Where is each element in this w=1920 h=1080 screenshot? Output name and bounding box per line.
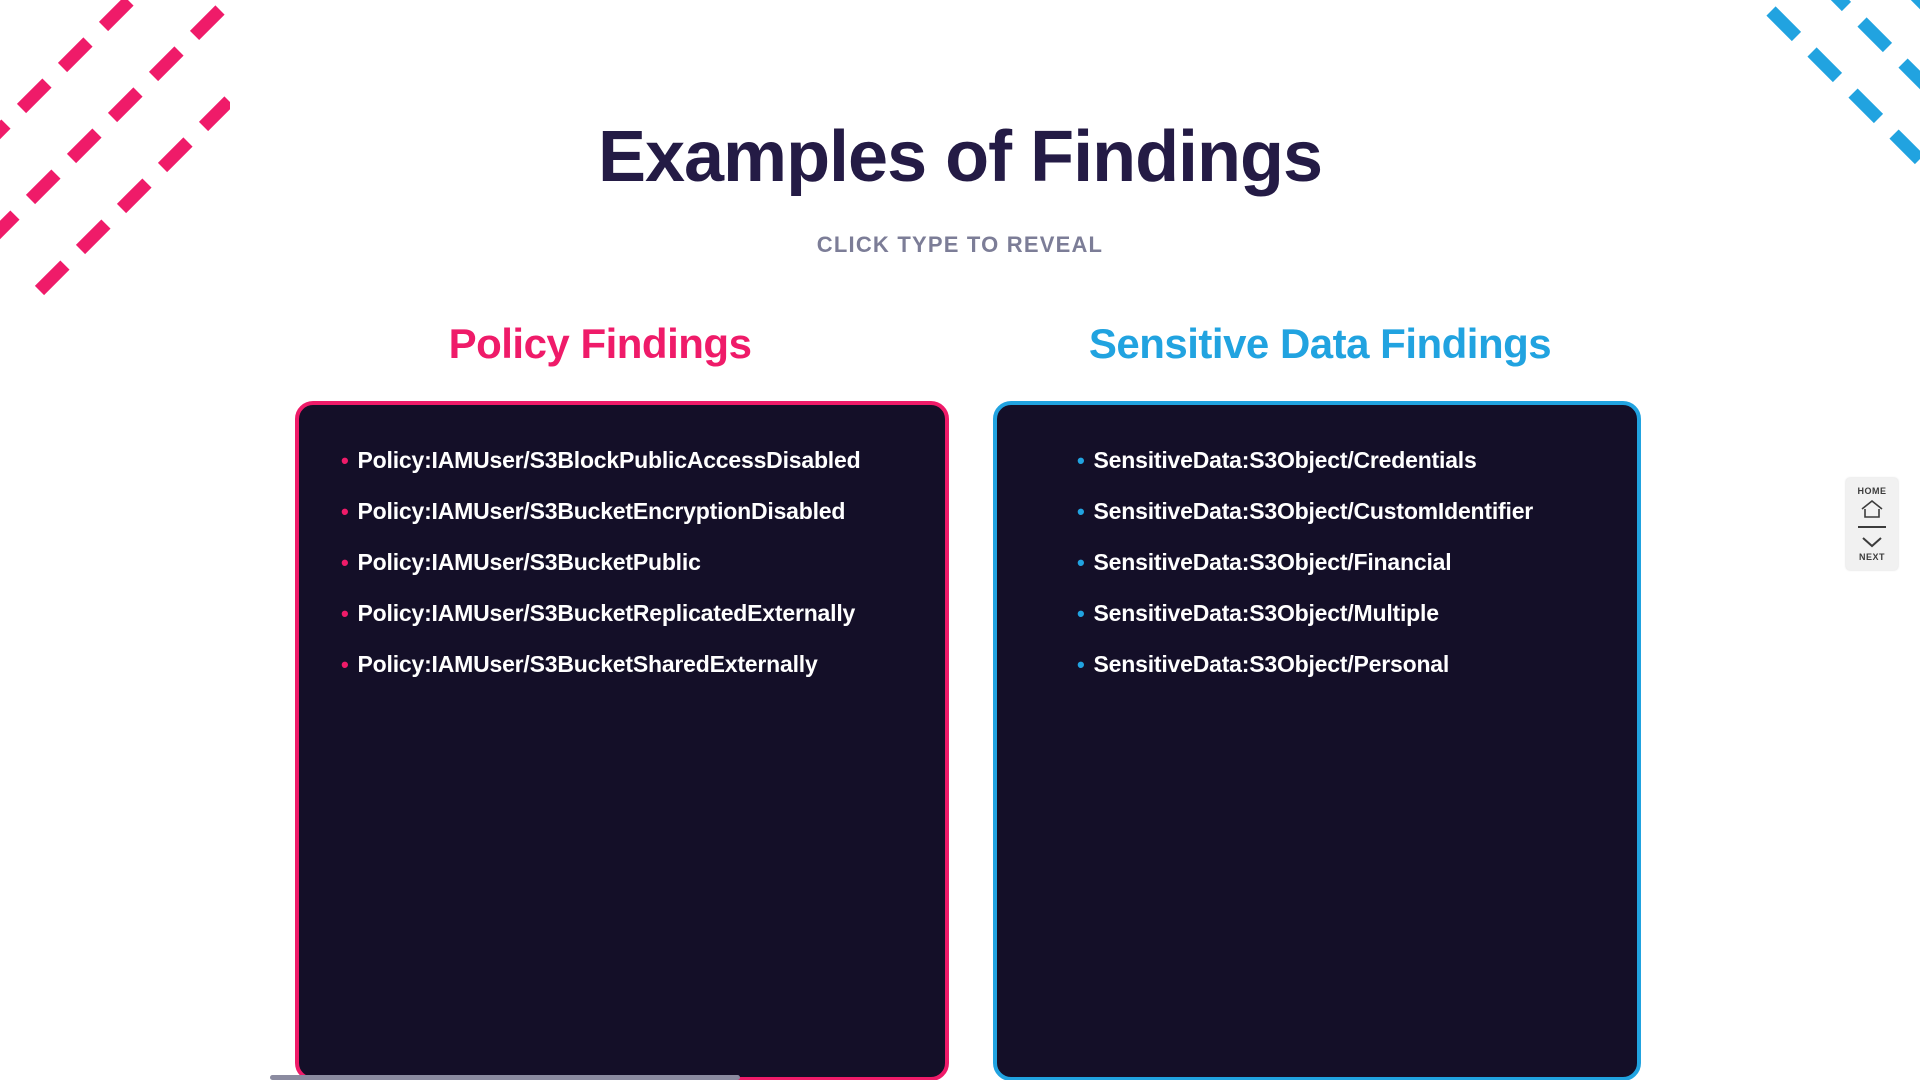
- list-item[interactable]: [341, 447, 915, 474]
- bullet-icon: •: [341, 499, 349, 524]
- bullet-icon: •: [1077, 448, 1085, 473]
- list-item[interactable]: [1077, 651, 1607, 678]
- list-item[interactable]: [1077, 498, 1607, 525]
- list-item[interactable]: [341, 600, 915, 627]
- list-item-label: SensitiveData:S3Object/Financial: [1093, 549, 1452, 575]
- divider: [1858, 526, 1886, 528]
- list-item-label: SensitiveData:S3Object/Credentials: [1093, 447, 1477, 473]
- slide-progress-bar[interactable]: [270, 1075, 740, 1080]
- bullet-icon: •: [341, 652, 349, 677]
- bullet-icon: •: [1077, 601, 1085, 626]
- list-item-label: SensitiveData:S3Object/Personal: [1093, 651, 1450, 677]
- bullet-icon: •: [1077, 550, 1085, 575]
- chevron-down-icon[interactable]: [1859, 534, 1885, 550]
- list-item[interactable]: [1077, 447, 1607, 474]
- page-subtitle: CLICK TYPE TO REVEAL: [816, 232, 1104, 257]
- bullet-icon: •: [1077, 499, 1085, 524]
- bullet-icon: •: [341, 448, 349, 473]
- page-title: Examples of Findings: [597, 117, 1323, 197]
- policy-findings-heading: Policy Findings: [448, 320, 752, 367]
- list-item-label: Policy:IAMUser/S3BucketEncryptionDisabled: [357, 498, 846, 524]
- list-item-label: SensitiveData:S3Object/Multiple: [1093, 600, 1439, 626]
- policy-findings-card[interactable]: [295, 401, 949, 1080]
- list-item[interactable]: [1077, 600, 1607, 627]
- list-item[interactable]: [341, 651, 915, 678]
- next-label: NEXT: [1858, 552, 1885, 562]
- bullet-icon: •: [1077, 652, 1085, 677]
- policy-findings-column: [273, 320, 927, 1080]
- home-label: HOME: [1857, 486, 1887, 496]
- findings-columns: [0, 320, 1920, 1080]
- policy-findings-list: [329, 447, 915, 678]
- sensitive-data-findings-column: [993, 320, 1647, 1080]
- sensitive-data-findings-list: [1027, 447, 1607, 678]
- sensitive-data-findings-card[interactable]: [993, 401, 1641, 1080]
- list-item-label: Policy:IAMUser/S3BucketReplicatedExternally: [357, 600, 856, 626]
- slide-navigation-widget[interactable]: [1846, 478, 1898, 570]
- sensitive-data-findings-heading: Sensitive Data Findings: [1088, 320, 1552, 367]
- list-item[interactable]: [1077, 549, 1607, 576]
- list-item[interactable]: [341, 549, 915, 576]
- bullet-icon: •: [341, 550, 349, 575]
- list-item-label: Policy:IAMUser/S3BucketSharedExternally: [357, 651, 818, 677]
- list-item-label: Policy:IAMUser/S3BlockPublicAccessDisabled: [357, 447, 861, 473]
- list-item-label: SensitiveData:S3Object/CustomIdentifier: [1093, 498, 1534, 524]
- home-icon[interactable]: [1859, 498, 1885, 520]
- list-item-label: Policy:IAMUser/S3BucketPublic: [357, 549, 701, 575]
- bullet-icon: •: [341, 601, 349, 626]
- list-item[interactable]: [341, 498, 915, 525]
